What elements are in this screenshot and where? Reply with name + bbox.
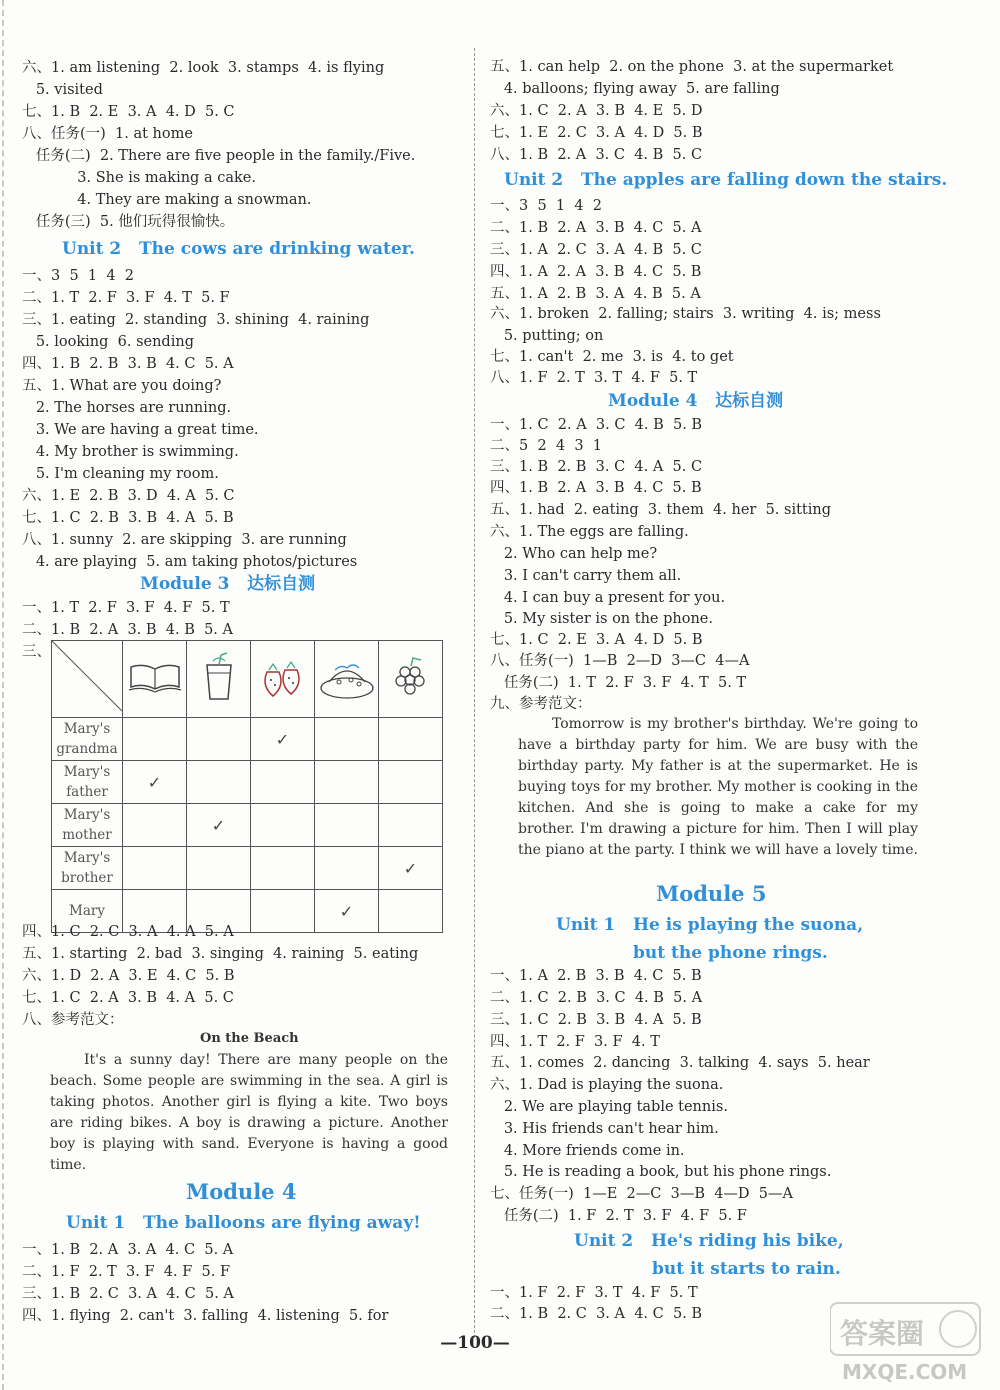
answer-line: 四、1. B 2. A 3. B 4. C 5. B <box>490 480 702 496</box>
table-cell <box>251 761 315 804</box>
answer-line: 六、1. am listening 2. look 3. stamps 4. is flying <box>22 60 385 76</box>
answer-line: 七、1. C 2. E 3. A 4. D 5. B <box>490 632 703 648</box>
answer-line: 2. We are playing table tennis. <box>490 1099 728 1115</box>
answer-line: 4. I can buy a present for you. <box>490 590 726 606</box>
answer-line: 六、1. D 2. A 3. E 4. C 5. B <box>22 968 235 984</box>
answer-line: 一、1. C 2. A 3. C 4. B 5. B <box>490 417 703 433</box>
unit-heading: Unit 2 The apples are falling down the stairs. <box>504 170 948 190</box>
answer-line: 5. visited <box>22 82 103 98</box>
answer-line: 七、1. E 2. C 3. A 4. D 5. B <box>490 125 703 141</box>
answer-line: 五、1. starting 2. bad 3. singing 4. raining 5. eating <box>22 946 419 962</box>
module-heading: Module 5 <box>656 881 767 906</box>
svg-text:MXQE.COM: MXQE.COM <box>842 1360 968 1384</box>
table-cell <box>251 847 315 890</box>
answer-line: 三、1. B 2. C 3. A 4. C 5. A <box>22 1286 234 1302</box>
answer-line: 任务(二) 1. F 2. T 3. F 4. F 5. F <box>490 1208 747 1224</box>
answer-line: 七、1. C 2. A 3. B 4. A 5. C <box>22 990 234 1006</box>
check-cell: ✓ <box>123 761 187 804</box>
table-cell <box>315 804 379 847</box>
answer-line: 八、参考范文： <box>22 1012 124 1028</box>
table-row <box>52 804 443 847</box>
table-cell <box>315 718 379 761</box>
answer-line: 六、1. Dad is playing the suona. <box>490 1077 724 1093</box>
answer-line: 3. His friends can't hear him. <box>490 1121 719 1137</box>
check-cell: ✓ <box>251 718 315 761</box>
page-number: —100— <box>440 1333 510 1353</box>
answer-line: 4. balloons; flying away 5. are falling <box>490 81 780 97</box>
answer-line: 四、1. flying 2. can't 3. falling 4. listening 5. for <box>22 1308 389 1324</box>
answer-line: 5. My sister is on the phone. <box>490 611 713 627</box>
row-label: Mary's father <box>52 761 123 804</box>
svg-text:答案圈: 答案圈 <box>840 1317 925 1350</box>
table-cell <box>123 804 187 847</box>
answer-line: 5. I'm cleaning my room. <box>22 466 219 482</box>
answer-line: 二、1. B 2. A 3. B 4. C 5. A <box>490 220 702 236</box>
answer-line: 一、1. B 2. A 3. A 4. C 5. A <box>22 1242 234 1258</box>
diagonal-line <box>52 641 122 711</box>
answer-line: 任务(二) 2. There are five people in the family./Five. <box>22 148 416 164</box>
check-cell: ✓ <box>187 804 251 847</box>
row-label: Mary <box>52 890 123 933</box>
answer-line: 3. I can't carry them all. <box>490 568 682 584</box>
table-cell <box>315 847 379 890</box>
answer-line: 任务(三) 5. 他们玩得很愉快。 <box>22 214 235 230</box>
unit-heading-continued: but it starts to rain. <box>652 1259 841 1279</box>
glass-icon <box>187 641 251 718</box>
answer-line: 七、1. B 2. E 3. A 4. D 5. C <box>22 104 235 120</box>
table-cell <box>379 718 443 761</box>
answer-line: 六、1. The eggs are falling. <box>490 524 689 540</box>
answer-line: 5. looking 6. sending <box>22 334 194 350</box>
answer-line: 5. He is reading a book, but his phone rings. <box>490 1164 832 1180</box>
unit-heading-continued: but the phone rings. <box>633 943 828 963</box>
page-edge <box>2 0 4 1390</box>
book-icon <box>123 641 187 718</box>
table-cell <box>123 847 187 890</box>
answer-line: 4. More friends come in. <box>490 1143 685 1159</box>
unit-heading: Unit 1 He is playing the suona, <box>556 915 864 935</box>
table-cell <box>251 890 315 933</box>
answer-line: 一、1. A 2. B 3. B 4. C 5. B <box>490 968 702 984</box>
answer-line: 二、1. B 2. A 3. B 4. B 5. A <box>22 622 234 638</box>
table-cell <box>187 718 251 761</box>
answer-table <box>51 640 443 933</box>
unit-heading: Unit 2 The cows are drinking water. <box>62 239 415 259</box>
answer-line: 2. The horses are running. <box>22 400 232 416</box>
essay-paragraph: It's a sunny day! There are many people on the beach. Some people are swimming in the sea. A girl is taking photos. Another girl is flying a kite. Two boys are riding bikes. A boy is drawing a picture. Another boy is playing with sand. Everyone is having a good time. <box>50 1052 448 1173</box>
answer-line: 八、1. sunny 2. are skipping 3. are running <box>22 532 347 548</box>
answer-line: 五、1. had 2. eating 3. them 4. her 5. sitting <box>490 502 832 518</box>
answer-line: 二、1. T 2. F 3. F 4. T 5. F <box>22 290 230 306</box>
answer-line: 五、1. A 2. B 3. A 4. B 5. A <box>490 286 701 302</box>
answer-line: 三、1. B 2. B 3. C 4. A 5. C <box>490 459 703 475</box>
answer-line: 三、1. C 2. B 3. B 4. A 5. B <box>490 1012 702 1028</box>
answer-line: 2. Who can help me? <box>490 546 658 562</box>
table-row <box>52 761 443 804</box>
module-heading: Module 3 达标自测 <box>140 574 316 594</box>
table-cell <box>379 890 443 933</box>
grapes-icon <box>379 641 443 718</box>
answer-line: 四、1. B 2. B 3. B 4. C 5. A <box>22 356 234 372</box>
answer-line: 4. They are making a snowman. <box>22 192 312 208</box>
watermark-logo <box>830 1295 990 1385</box>
column-divider <box>474 48 475 1338</box>
answer-line: 一、1. F 2. F 3. T 4. F 5. T <box>490 1285 698 1301</box>
answer-line: 五、1. What are you doing? <box>22 378 222 394</box>
table-cell <box>187 847 251 890</box>
table-header-row <box>52 641 443 718</box>
answer-line: 七、任务(一) 1—E 2—C 3—B 4—D 5—A <box>490 1186 793 1202</box>
table-cell <box>187 761 251 804</box>
answer-line: 九、参考范文： <box>490 696 592 712</box>
answer-line: 四、1. T 2. F 3. F 4. T <box>490 1034 660 1050</box>
answer-line: 七、1. C 2. B 3. B 4. A 5. B <box>22 510 234 526</box>
module-heading: Module 4 达标自测 <box>608 391 784 411</box>
answer-line: 五、1. can help 2. on the phone 3. at the supermarket <box>490 59 894 75</box>
answer-line: 三、1. A 2. C 3. A 4. B 5. C <box>490 242 702 258</box>
table-cell <box>315 761 379 804</box>
answer-line: 一、3 5 1 4 2 <box>490 198 602 214</box>
essay-title: On the Beach <box>200 1031 299 1046</box>
table-cell <box>123 718 187 761</box>
answer-line: 二、1. B 2. C 3. A 4. C 5. B <box>490 1306 703 1322</box>
diagonal-header-cell <box>52 641 123 718</box>
answer-line: 二、1. F 2. T 3. F 4. F 5. F <box>22 1264 231 1280</box>
answer-line: 八、任务(一) 1—B 2—D 3—C 4—A <box>490 653 750 669</box>
answer-line: 一、1. T 2. F 3. F 4. F 5. T <box>22 600 230 616</box>
row-label: Mary's mother <box>52 804 123 847</box>
essay-paragraph: Tomorrow is my brother's birthday. We're going to have a birthday party for him. We are busy with the birthday party. My father is at the supermarket. He is buying toys for my brother. My mother is cooking in the kitchen. And she is going to make a cake for my brother. I'm drawing a picture for him. Then I will play the piano at the party. I think we will have a lovely time. <box>518 716 918 858</box>
table-row <box>52 847 443 890</box>
answer-line: 八、1. F 2. T 3. T 4. F 5. T <box>490 370 698 386</box>
table-row <box>52 718 443 761</box>
answer-line: 七、1. can't 2. me 3. is 4. to get <box>490 349 734 365</box>
answer-line: 六、1. C 2. A 3. B 4. E 5. D <box>490 103 703 119</box>
answer-line: 任务(二) 1. T 2. F 3. F 4. T 5. T <box>490 675 747 691</box>
answer-line: 五、1. comes 2. dancing 3. talking 4. says 5. hear <box>490 1055 870 1071</box>
check-cell: ✓ <box>379 847 443 890</box>
answer-line: 六、1. E 2. B 3. D 4. A 5. C <box>22 488 235 504</box>
answer-line: 四、1. A 2. A 3. B 4. C 5. B <box>490 264 702 280</box>
unit-heading: Unit 2 He's riding his bike, <box>574 1231 844 1251</box>
answer-line: 3. She is making a cake. <box>22 170 256 186</box>
answer-line: 三、 <box>22 644 51 660</box>
answer-line: 八、任务(一) 1. at home <box>22 126 193 142</box>
answer-line: 二、1. C 2. B 3. C 4. B 5. A <box>490 990 703 1006</box>
row-label: Mary's brother <box>52 847 123 890</box>
answer-line: 一、3 5 1 4 2 <box>22 268 134 284</box>
unit-heading: Unit 1 The balloons are flying away! <box>66 1213 421 1233</box>
row-label: Mary's grandma <box>52 718 123 761</box>
answer-line: 3. We are having a great time. <box>22 422 259 438</box>
module-heading: Module 4 <box>186 1179 297 1204</box>
cake-icon <box>315 641 379 718</box>
answer-line: 5. putting; on <box>490 328 604 344</box>
check-cell: ✓ <box>315 890 379 933</box>
answer-line: 八、1. B 2. A 3. C 4. B 5. C <box>490 147 703 163</box>
answer-line: 六、1. broken 2. falling; stairs 3. writing 4. is; mess <box>490 306 881 322</box>
answer-line: 四、1. C 2. C 3. A 4. A 5. A <box>22 924 234 940</box>
table-cell <box>379 761 443 804</box>
answer-line: 二、5 2 4 3 1 <box>490 438 602 454</box>
table-cell <box>379 804 443 847</box>
strawberries-icon <box>251 641 315 718</box>
answer-line: 三、1. eating 2. standing 3. shining 4. raining <box>22 312 370 328</box>
answer-line: 4. My brother is swimming. <box>22 444 239 460</box>
table-cell <box>251 804 315 847</box>
answer-line: 4. are playing 5. am taking photos/pictures <box>22 554 358 570</box>
